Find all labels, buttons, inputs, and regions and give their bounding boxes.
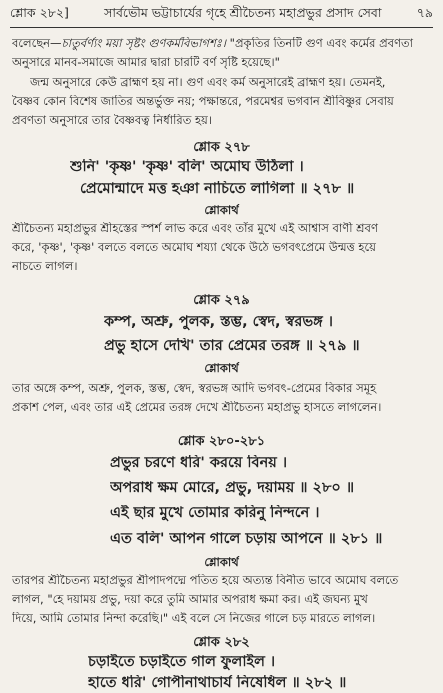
verse-line: এত বলি' আপন গালে চড়ায় আপনে ॥ ২৮১ ॥ (110, 531, 383, 547)
intro-line-4: বৈষ্ণব কোন বিশেষ জাতির অন্তর্ভুক্ত নয়; পক্ষান্তরে, পরমেশ্বর ভগবান শ্রীবিষ্ণুর সেবায় (12, 95, 394, 108)
translation-line: তারপর শ্রীচৈতন্য মহাপ্রভুর শ্রীপাদপদ্মে পতিত হয়ে অত্যন্ত বিনীত ভাবে অমোঘ বলতে (12, 574, 399, 587)
intro-line-3: জন্ম অনুসারে কেউ ব্রাহ্মণ হয় না। গুণ এবং কর্ম অনুসারেই ব্রাহ্মণ হয়। তেমনই, (30, 76, 386, 89)
verse-heading: শ্লোক ২৮২ (193, 635, 250, 650)
verse-line: এই ছার মুখে তোমার করিনু নিন্দনে । (110, 505, 320, 521)
page-number: ৭৯ (416, 5, 433, 20)
translation-heading: শ্লোকার্থ (204, 362, 239, 375)
verse-line: কম্প, অশ্রু, পুলক, স্তম্ভ, স্বেদ, স্বরভঙ্গ । (104, 314, 333, 330)
intro-line-2: অনুসারে মানব-সমাজে আমার দ্বারা চারটি বর্ণ সৃষ্টি হয়েছে।" (12, 56, 280, 69)
verse-line: প্রেমোন্মাদে মত্ত হঞা নাচিতে লাগিলা ॥ ২৭৮ ॥ (80, 181, 355, 197)
translation-heading: শ্লোকার্থ (204, 204, 239, 217)
translation-line: দিয়ে, আমি তোমার নিন্দা করেছি।" এই বলে সে নিজের গালে চড় মারতে লাগল। (12, 612, 376, 625)
intro-line-1: বলেছেন—চাতুর্বর্ণ্যং ময়া সৃষ্টং গুণকর্মবিভাগশঃ। "প্রকৃতির তিনটি গুণ এবং কর্মের প্রবণতা (12, 37, 413, 50)
verse-line: প্রভুর চরণে ধরি' করয়ে বিনয় । (110, 455, 288, 471)
verse-line: প্রভু হাসে দেখি' তার প্রেমের তরঙ্গ ॥ ২৭৯ ॥ (104, 338, 360, 354)
header-title: সার্বভৌম ভট্টাচার্যের গৃহে শ্রীচৈতন্য মহাপ্রভুর প্রসাদ সেবা (104, 5, 382, 20)
translation-line: নাচতে লাগল। (12, 260, 78, 273)
header-rule (10, 27, 433, 28)
translation-line: লাগল, "হে দয়াময় প্রভু, দয়া করে তুমি আমার অপরাধ ক্ষমা কর। এই জঘন্য মুখ (12, 593, 368, 606)
verse-line: হাতে ধরি' গোপীনাথাচার্য নিষেধিল ॥ ২৮২ ॥ (88, 675, 347, 691)
verse-line: চড়াইতে চড়াইতে গাল ফুলাইল । (88, 654, 276, 670)
verse-heading: শ্লোক ২৭৯ (193, 293, 250, 308)
verse-heading: শ্লোক ২৮০-২৮১ (177, 434, 266, 449)
header-section: শ্লোক ২৮২] (10, 5, 69, 20)
verse-line: শুনি' 'কৃষ্ণ' 'কৃষ্ণ' বলি' অমোঘ উঠিলা । (70, 159, 304, 175)
translation-heading: শ্লোকার্থ (204, 556, 239, 569)
translation-line: প্রকাশ পেল, এবং তার এই প্রেমের তরঙ্গ দেখে শ্রীচৈতন্য মহাপ্রভু হাসতে লাগলেন। (12, 401, 382, 414)
translation-line: তার অঙ্গে কম্প, অশ্রু, পুলক, স্তম্ভ, স্বেদ, স্বরভঙ্গ আদি ভগবৎ-প্রেমের বিকার সমূহ (12, 382, 377, 395)
translation-line: করে, 'কৃষ্ণ', 'কৃষ্ণ' বলতে বলতে অমোঘ শয্যা থেকে উঠে ভগবৎপ্রেমে উন্মত্ত হয়ে (12, 241, 376, 254)
intro-line-5: প্রবণতা অনুসারে তার বৈষ্ণবত্ব নির্ধারিত হয়। (12, 114, 212, 127)
verse-heading: শ্লোক ২৭৮ (193, 140, 250, 155)
translation-line: শ্রীচৈতন্য মহাপ্রভুর শ্রীহস্তের স্পর্শ লাভ করে এবং তাঁর মুখে এই আশ্বাস বাণী শ্রবণ (12, 222, 378, 235)
running-header (10, 6, 433, 24)
verse-line: অপরাধ ক্ষম মোরে, প্রভু, দয়াময় ॥ ২৮০ ॥ (110, 480, 355, 496)
